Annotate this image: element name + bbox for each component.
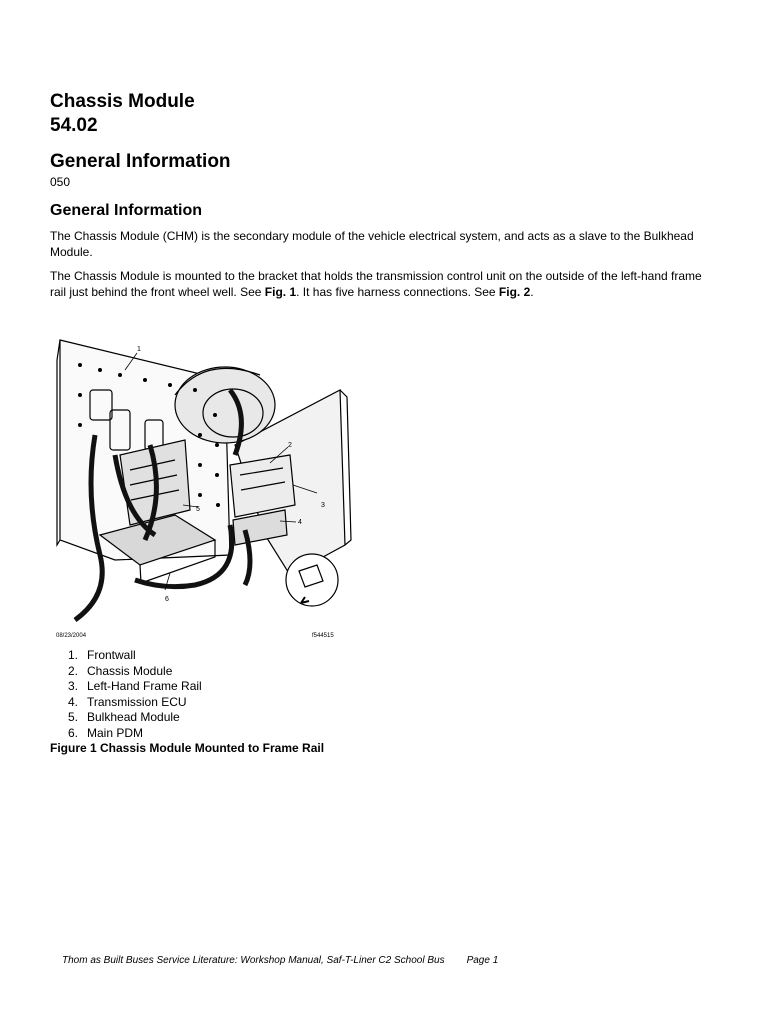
- document-title: Chassis Module: [50, 91, 195, 112]
- section-number: 54.02: [50, 115, 98, 136]
- page-number: Page 1: [466, 955, 499, 966]
- p2-text-c: .: [530, 285, 534, 299]
- fig2-reference: Fig. 2: [498, 285, 531, 299]
- list-item: 6. Main PDM: [68, 725, 144, 740]
- footer-text: Thom as Built Buses Service Literature: Workshop Manual, Saf-T-Liner C2 School Bus: [62, 955, 445, 966]
- figure-id: f544515: [312, 633, 334, 639]
- figure-legend: [68, 648, 202, 741]
- callout-1: 1: [137, 346, 141, 353]
- callout-2: 2: [288, 442, 292, 449]
- callout-3: 3: [321, 502, 325, 509]
- callout-5: 5: [196, 506, 200, 513]
- p2-text-a: The Chassis Module is mounted to the bracket that holds the transmission control unit on the outside of the left-hand frame rail just behind the front wheel well. See: [50, 269, 702, 299]
- paragraph-1: The Chassis Module (CHM) is the secondary module of the vehicle electrical system, and acts as a slave to the Bulkhead Module.: [50, 229, 694, 259]
- figure-date: 08/23/2004: [56, 633, 87, 639]
- list-item: 5. Bulkhead Module: [68, 710, 180, 724]
- p2-text-b: . It has five harness connections. See: [296, 285, 499, 299]
- chassis-module-illustration: [55, 335, 355, 645]
- subsection-heading: General Information: [50, 202, 203, 219]
- section-code: 050: [50, 175, 71, 189]
- section-heading: General Information: [50, 151, 231, 172]
- list-item: 2. Chassis Module: [68, 663, 173, 678]
- callout-6: 6: [165, 596, 169, 603]
- list-item: 3. Left-Hand Frame Rail: [68, 679, 202, 693]
- list-item: 4. Transmission ECU: [68, 694, 187, 709]
- paragraph-2: [50, 268, 720, 300]
- callout-4: 4: [298, 519, 302, 526]
- page-footer: [62, 955, 498, 966]
- fig1-reference: Fig. 1: [264, 285, 297, 299]
- list-item: 1. Frontwall: [68, 648, 136, 662]
- page-title: [50, 90, 195, 138]
- figure-caption: Figure 1 Chassis Module Mounted to Frame Rail: [50, 741, 325, 755]
